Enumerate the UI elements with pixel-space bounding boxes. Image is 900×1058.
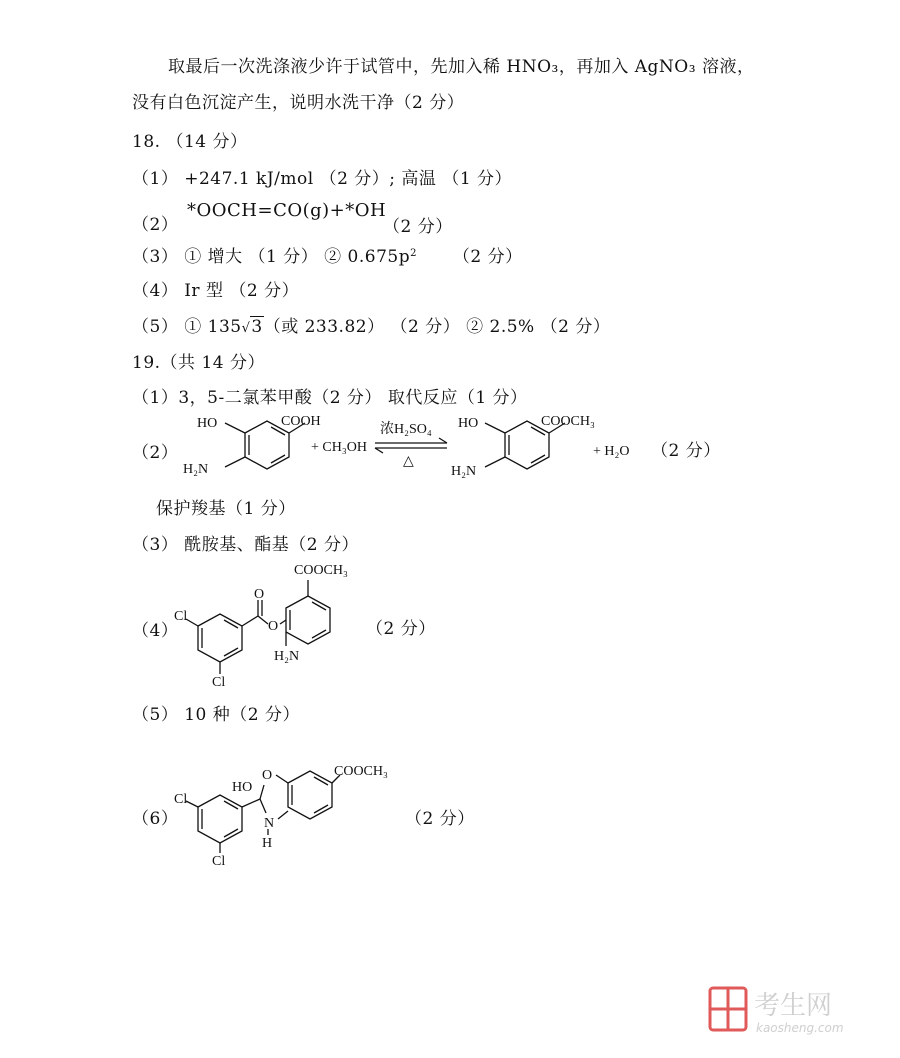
q19-part-2-score: （2 分） — [651, 441, 721, 461]
q19-part-3: （3） 酰胺基、酯基（2 分） — [132, 535, 359, 555]
q18-part-5-a: （5） ① 135 — [132, 317, 242, 337]
cl-top: Cl — [174, 792, 188, 807]
reactant-ho: HO — [197, 416, 218, 431]
q19-part-6-structure — [168, 755, 408, 867]
q18-part-5-sqrt: 3 — [251, 317, 263, 337]
logo-mark-icon — [708, 980, 878, 1042]
q19-header: 19.（共 14 分） — [132, 353, 265, 373]
cooch3: COOCH₃ — [334, 764, 388, 779]
dichlorophenyl-ring — [198, 795, 242, 843]
q18-part-3-score: （2 分） — [452, 247, 523, 267]
q19-part-1: （1）3，5-二氯苯甲酸（2 分） 取代反应（1 分） — [132, 388, 528, 408]
logo-en: kaosheng.com — [756, 1021, 844, 1035]
h2n: H₂N — [274, 649, 300, 664]
q18-part-5: （5） ① 135√3（或 233.82） （2 分） ② 2.5% （2 分） — [132, 317, 611, 337]
kaosheng-logo — [708, 980, 878, 1042]
product-cooch3: COOCH₃ — [541, 414, 595, 429]
q18-part-1: （1） +247.1 kJ/mol （2 分）; 高温 （1 分） — [132, 169, 513, 189]
aminophenyl-ring — [286, 596, 330, 644]
q17-line-1: 取最后一次洗涤液少许于试管中，先加入稀 HNO₃，再加入 AgNO₃ 溶液， — [168, 57, 755, 77]
logo-cn: 考生网 — [754, 991, 833, 1021]
dichlorophenyl-ring — [198, 614, 242, 662]
q18-part-2-equation: *OOCH=CO(g)+*OH — [187, 200, 387, 221]
hydroxyl: HO — [232, 780, 253, 795]
q18-part-5-b: （或 233.82） （2 分） ② 2.5% （2 分） — [263, 317, 611, 337]
plus-h2o: + H₂O — [593, 444, 630, 459]
q19-part-4-label: （4） — [132, 621, 179, 641]
q18-part-3-text: （3） ① 增大 （1 分） ② 0.675p — [132, 247, 411, 267]
q18-part-3-sup: 2 — [410, 248, 417, 259]
q19-part-6-score: （2 分） — [405, 809, 475, 829]
plus-ch3oh: + CH₃OH — [311, 440, 367, 455]
cl-bottom: Cl — [212, 675, 226, 686]
q19-part-4-score: （2 分） — [366, 619, 436, 639]
q19-part-4-structure — [168, 558, 368, 686]
q18-part-3 — [132, 242, 523, 267]
product-ho: HO — [458, 416, 479, 431]
q18-part-2-label: （2） — [132, 215, 179, 235]
cl-bottom: Cl — [212, 854, 226, 867]
product-h2n: H₂N — [451, 464, 477, 479]
q19-part-2-note: 保护羧基（1 分） — [156, 499, 296, 519]
q18-part-2-score: （2 分） — [383, 217, 453, 237]
q19-part-6-label: （6） — [132, 809, 179, 829]
q18-header: 18. （14 分） — [132, 132, 248, 152]
q18-part-4: （4） Ir 型 （2 分） — [132, 281, 300, 301]
q19-part-2-label: （2） — [132, 443, 179, 463]
ring-o: O — [262, 768, 273, 783]
fused-benzene-ring — [288, 771, 332, 819]
cooch3: COOCH₃ — [294, 563, 348, 578]
catalyst-label: 浓H₂SO₄ — [380, 422, 432, 437]
ester-o: O — [268, 619, 279, 634]
q17-line-2: 没有白色沉淀产生，说明水洗干净（2 分） — [132, 93, 465, 113]
cl-top: Cl — [174, 609, 188, 624]
reactant-cooh: COOH — [281, 414, 321, 429]
q19-part-5: （5） 10 种（2 分） — [132, 705, 300, 725]
reactant-h2n: H₂N — [183, 462, 209, 477]
ring-n: N — [264, 816, 275, 831]
heat-symbol: △ — [403, 454, 414, 469]
n-hydrogen: H — [262, 836, 273, 851]
carbonyl-o: O — [254, 587, 265, 602]
